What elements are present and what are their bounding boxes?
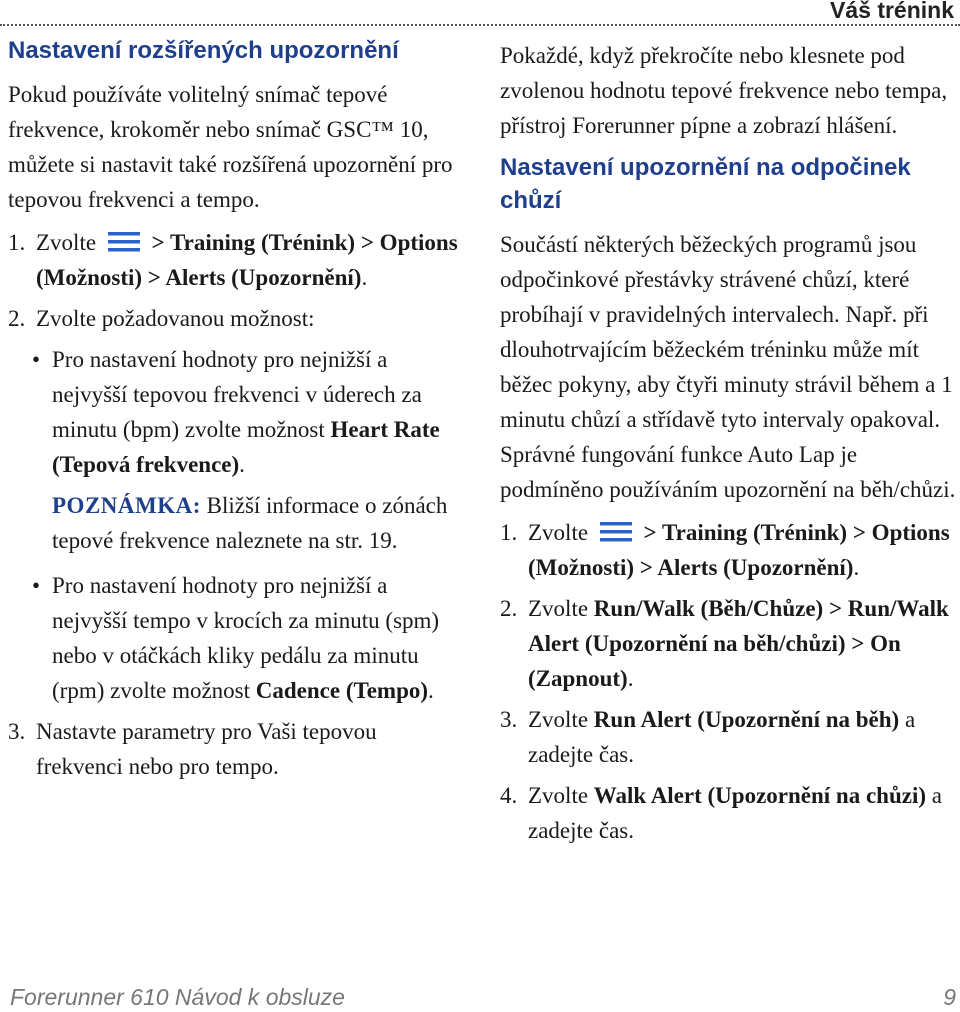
right-heading: Nastavení upozornění na odpočinek chůzí (500, 154, 911, 214)
left-step-1 (8, 225, 468, 295)
right-step-3 (500, 702, 956, 772)
note-label: POZNÁMKA: (52, 493, 201, 518)
step-suffix: a zadejte čas. (528, 707, 916, 767)
bullet-option: Cadence (Tempo) (255, 678, 429, 703)
left-intro: Pokud používáte volitelný snímač tepové frekvence, krokoměr nebo snímač GSC™ 10, můžete si nastavit také rozšířená upozornění pro tepovou frekvenci a tempo. (8, 82, 453, 212)
step-number: 1. (8, 230, 26, 255)
step-menu-path: Run Alert (Upozornění na běh) (593, 707, 900, 732)
step-number: 3. (8, 719, 26, 744)
step-number: 2. (500, 596, 518, 621)
step-suffix: a zadejte čas. (528, 783, 942, 843)
bullet-text: Pro nastavení hodnoty pro nejnižší a nejvyšší tempo v krocích za minutu (spm) nebo v otáčkách kliky pedálu za minutu (rpm) zvolte možnost (52, 573, 440, 703)
note-text: Bližší informace o zónách tepové frekvence naleznete na str. 19. (52, 493, 448, 553)
bullet-icon: • (32, 573, 41, 598)
page-header (0, 0, 960, 26)
left-heading: Nastavení rozšířených upozornění (8, 37, 399, 64)
step-verb: Zvolte (36, 230, 97, 255)
step-number: 3. (500, 707, 518, 732)
right-body: Součástí některých běžeckých programů jsou odpočinkové přestávky strávené chůzí, které probíhají v pravidelných intervalech. Např. při dlouhotrvajícím běžeckém tréninku může mít běžec pokyny, aby čtyři minuty strávil během a 1 minutu chůzí a střídavě tyto intervaly opakoval. Správné fungování funkce Auto Lap je podmíněno používáním upozornění na běh/chůzi. (500, 232, 956, 502)
right-column (500, 38, 956, 854)
step-text: Zvolte požadovanou možnost: (36, 306, 315, 331)
bullet-suffix: . (428, 678, 434, 703)
bullet-text: Pro nastavení hodnoty pro nejnižší a nejvyšší tepovou frekvenci v úderech za minutu (bpm) zvolte možnost (52, 347, 422, 442)
footer-manual-title: Forerunner 610 Návod k obsluze (10, 984, 345, 1010)
bullet-heart-rate (32, 342, 468, 482)
step-number: 4. (500, 783, 518, 808)
section-title: Váš trénink (830, 0, 954, 23)
step-number: 1. (500, 520, 518, 545)
footer-page-number: 9 (943, 984, 956, 1010)
right-step-4 (500, 778, 956, 848)
step-menu-path: Run/Walk (Běh/Chůze) > Run/Walk Alert (Upozornění na běh/chůzi) > On (Zapnout) (528, 596, 949, 691)
left-step-2 (8, 301, 468, 336)
step-verb: Zvolte (528, 520, 589, 545)
step-suffix: . (361, 265, 368, 290)
bullet-suffix: . (239, 452, 245, 477)
bullet-cadence (32, 568, 468, 708)
bullet-icon: • (32, 347, 41, 372)
right-intro: Pokaždé, když překročíte nebo klesnete pod zvolenou hodnotu tepové frekvence nebo tempa, přístroj Forerunner pípne a zobrazí hlášení. (500, 43, 948, 138)
step-menu-path: Walk Alert (Upozornění na chůzi) (593, 783, 927, 808)
step-text: Nastavte parametry pro Vaši tepovou frekvenci nebo pro tempo. (36, 719, 377, 779)
right-step-1 (500, 515, 956, 585)
step-suffix: . (853, 555, 860, 580)
step-verb: Zvolte (528, 783, 589, 808)
left-column (8, 34, 468, 790)
menu-icon (598, 521, 634, 543)
bullet-option: Heart Rate (Tepová frekvence) (52, 417, 440, 477)
step-number: 2. (8, 306, 26, 331)
right-step-2 (500, 591, 956, 696)
step-verb: Zvolte (528, 596, 589, 621)
step-verb: Zvolte (528, 707, 589, 732)
step-menu-path: > Training (Trénink) > Options (Možnosti) > Alerts (Upozornění) (36, 230, 458, 290)
step-menu-path: > Training (Trénink) > Options (Možnosti) > Alerts (Upozornění) (528, 520, 950, 580)
menu-icon (106, 231, 142, 253)
note (52, 488, 468, 558)
step-suffix: . (627, 666, 634, 691)
left-step-3 (8, 714, 468, 784)
